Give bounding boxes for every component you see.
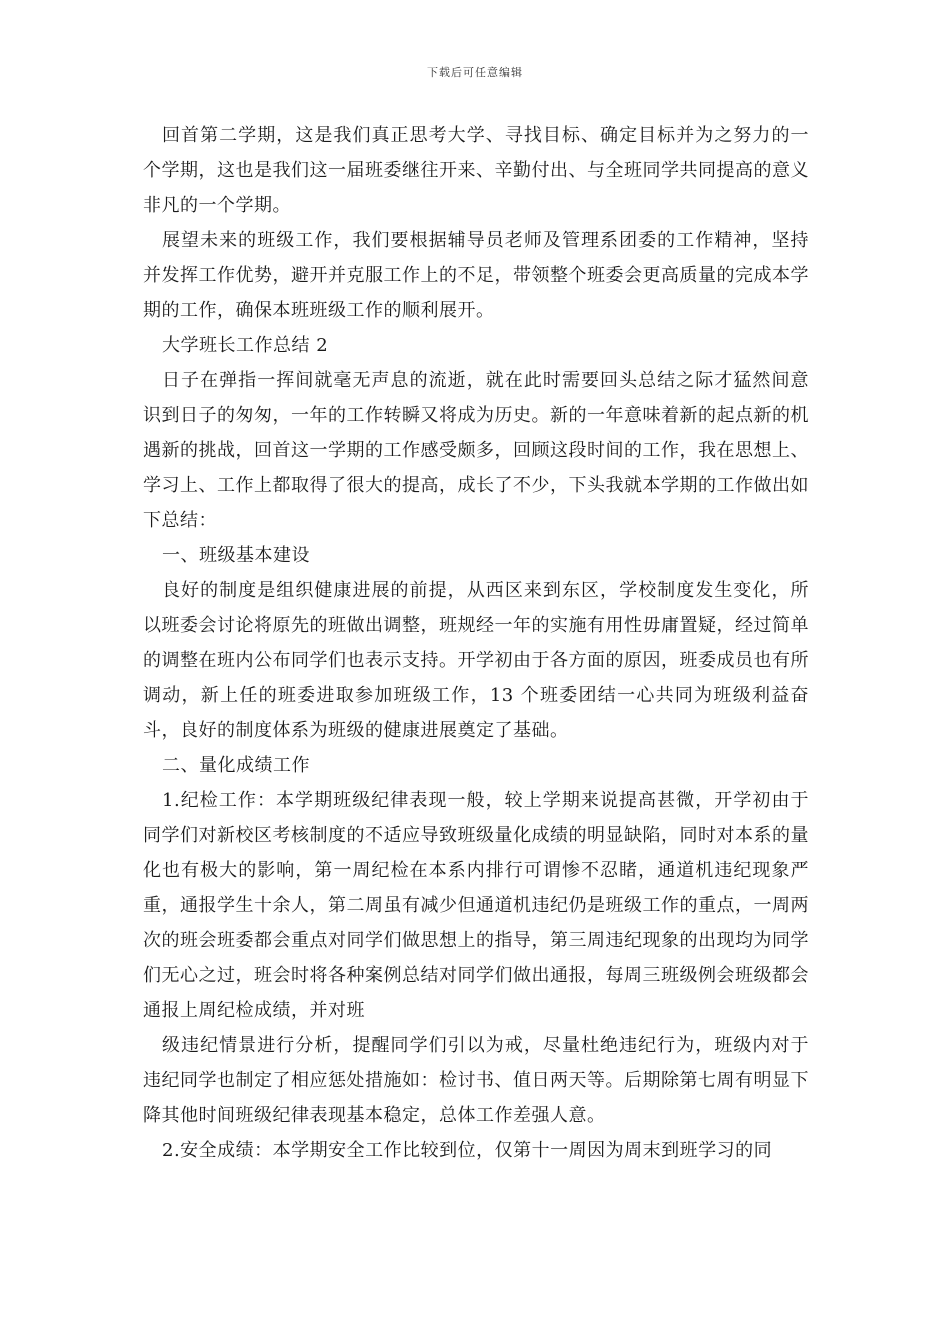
paragraph-discipline-work: 1.纪检工作：本学期班级纪律表现一般，较上学期来说提高甚微，开学初由于同学们对新校区考核制度的不适应导致班级量化成绩的明显缺陷，同时对本系的量化也有极大的影响，第一周纪检在本系内排行可谓惨不忍睹，通道机违纪现象严重，通报学生十余人，第二周虽有减少但通道机违纪仍是班级工作的重点，一周两次的班会班委都会重点对同学们做思想上的指导，第三周违纪现象的出现均为同学们无心之过，班会时将各种案例总结对同学们做出通报，每周三班级例会班级都会通报上周纪检成绩，并对班 (143, 790, 809, 1021)
paragraph-future-outlook: 展望未来的班级工作，我们要根据辅导员老师及管理系团委的工作精神，坚持并发挥工作优势，避开并克服工作上的不足，带领整个班委会更高质量的完成本学期的工作，确保本班班级工作的顺利展开。 (143, 230, 809, 321)
paragraph-class-rules: 良好的制度是组织健康进展的前提，从西区来到东区，学校制度发生变化，所以班委会讨论将原先的班做出调整，班规经一年的实施有用性毋庸置疑，经过简单的调整在班内公布同学们也表示支持。开学初由于各方面的原因，班委成员也有所调动，新上任的班委进取参加班级工作，13 个班委团结一心共同为班级利益奋斗，良好的制度体系为班级的健康进展奠定了基础。 (143, 580, 809, 741)
section-title-summary-2: 大学班长工作总结 2 (162, 335, 329, 356)
paragraph-introduction: 日子在弹指一挥间就毫无声息的流逝，就在此时需要回头总结之际才猛然间意识到日子的匆匆，一年的工作转瞬又将成为历史。新的一年意味着新的起点新的机遇新的挑战，回首这一学期的工作感受颇多，回顾这段时间的工作，我在思想上、学习上、工作上都取得了很大的提高，成长了不少，下头我就本学期的工作做出如下总结： (143, 370, 809, 531)
document-body (143, 118, 809, 1168)
paragraph-discipline-analysis: 级违纪情景进行分析，提醒同学们引以为戒，尽量杜绝违纪行为，班级内对于违纪同学也制定了相应惩处措施如：检讨书、值日两天等。后期除第七周有明显下降其他时间班级纪律表现基本稳定，总体工作差强人意。 (143, 1035, 809, 1126)
paragraph-semester-review: 回首第二学期，这是我们真正思考大学、寻找目标、确定目标并为之努力的一个学期，这也是我们这一届班委继往开来、辛勤付出、与全班同学共同提高的意义非凡的一个学期。 (143, 125, 809, 216)
page-header: 下载后可任意编辑 (427, 66, 523, 79)
heading-class-construction: 一、班级基本建设 (162, 545, 310, 566)
heading-quantified-results: 二、量化成绩工作 (162, 755, 310, 776)
paragraph-safety-results: 2.安全成绩：本学期安全工作比较到位，仅第十一周因为周末到班学习的同 (162, 1140, 773, 1161)
